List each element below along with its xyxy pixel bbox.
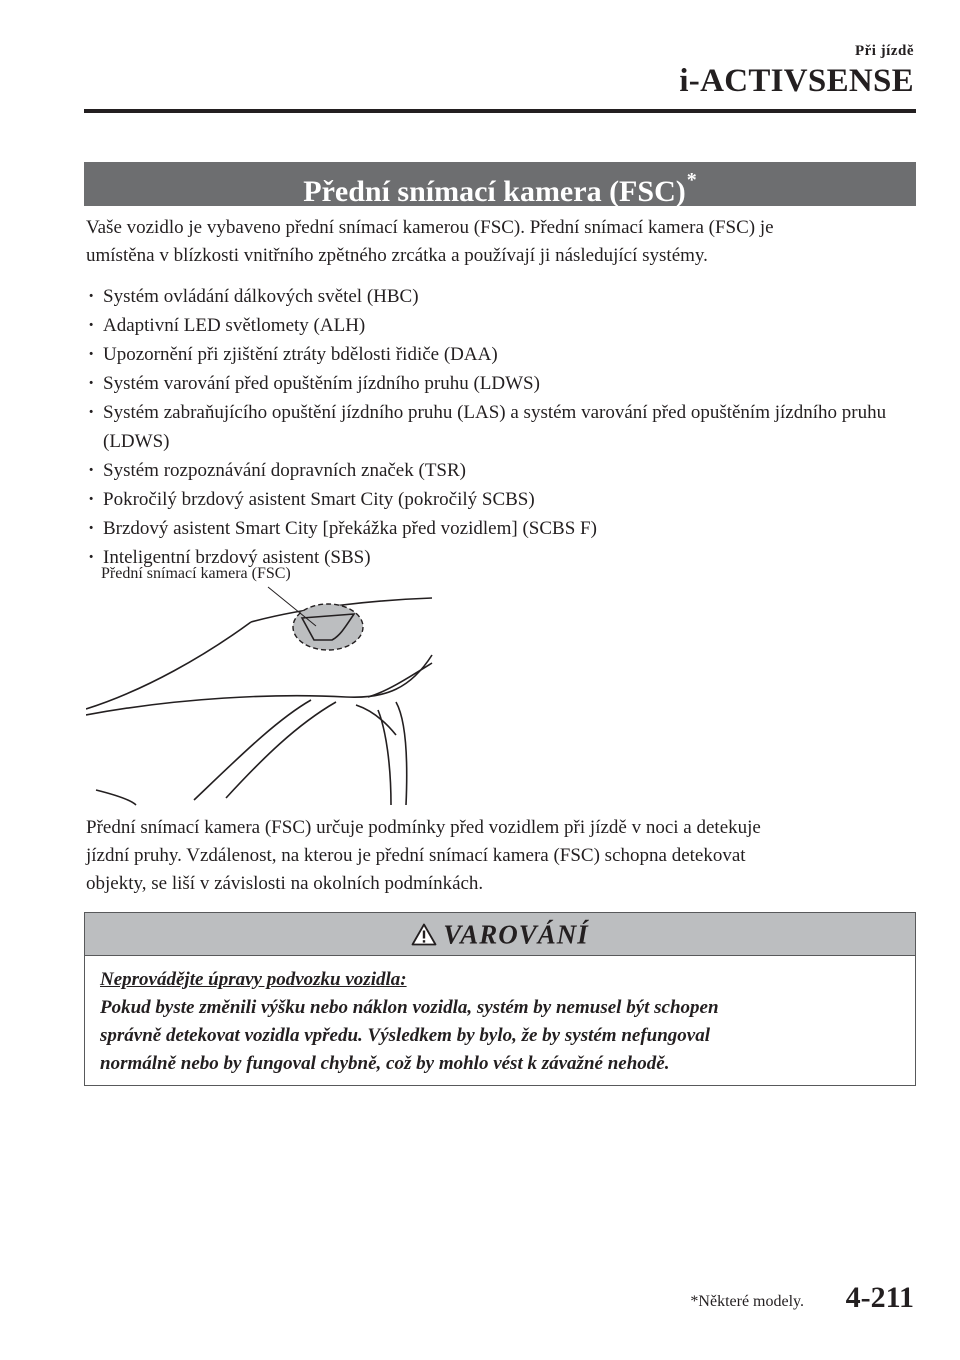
page-title-banner (84, 162, 916, 206)
figure-label: Přední snímací kamera (FSC) (101, 565, 291, 582)
page-title: Přední snímací kamera (FSC) (303, 175, 686, 208)
list-item: · Upozornění při zjištění ztráty bdělosti řidiče (DAA) (86, 340, 916, 369)
list-item: · Systém zabraňujícího opuštění jízdního pruhu (LAS) a systém varování před opuštěním jízdního pruhu (LDWS) (86, 398, 916, 456)
warning-line: normálně nebo by fungoval chybně, což by mohlo vést k závažné nehodě. (100, 1053, 670, 1074)
section-title: i-ACTIVSENSE (679, 63, 914, 99)
description-paragraph (86, 814, 916, 898)
warning-title: VAROVÁNÍ (443, 919, 589, 950)
list-item: · Inteligentní brzdový asistent (SBS) (86, 543, 916, 572)
list-item: · Systém varování před opuštěním jízdního pruhu (LDWS) (86, 369, 916, 398)
camera-marker (293, 604, 363, 650)
warning-header (85, 913, 915, 956)
bottom-edge (96, 790, 136, 805)
description-line: jízdní pruhy. Vzdálenost, na kterou je přední snímací kamera (FSC) schopna detekovat (86, 845, 746, 866)
windshield-camera-illustration (86, 560, 436, 810)
list-item: · Adaptivní LED světlomety (ALH) (86, 311, 916, 340)
warning-box (84, 912, 916, 1086)
a-pillar (368, 663, 432, 697)
callout-leader-line (268, 587, 316, 626)
list-item: · Systém ovládání dálkových světel (HBC) (86, 282, 916, 311)
page-number: 4-211 (845, 1281, 914, 1314)
hood-curve (396, 702, 407, 805)
intro-paragraph (86, 214, 916, 270)
warning-line: správně detekovat vozidla vpředu. Výsledkem by bylo, že by systém nefungoval (100, 1025, 711, 1046)
hood-line-outer (194, 700, 311, 800)
list-item: · Brzdový asistent Smart City [překážka před vozidlem] (SCBS F) (86, 514, 916, 543)
cowl-line (356, 705, 396, 735)
windshield-lower-frame (86, 655, 432, 715)
list-item: · Pokročilý brzdový asistent Smart City (pokročilý SCBS) (86, 485, 916, 514)
warning-body (100, 966, 900, 1078)
list-item: · Systém rozpoznávání dopravních značek (TSR) (86, 456, 916, 485)
systems-list (86, 282, 916, 572)
header-rule (84, 109, 916, 113)
description-line: Přední snímací kamera (FSC) určuje podmínky před vozidlem při jízdě v noci a detekuje (86, 817, 761, 838)
warning-heading: Neprovádějte úpravy podvozku vozidla: (100, 969, 407, 990)
chapter-title: Při jízdě (854, 43, 914, 59)
warning-triangle-icon (411, 923, 437, 946)
windshield-frame-line (86, 622, 251, 709)
intro-line: Vaše vozidlo je vybaveno přední snímací kamerou (FSC). Přední snímací kamera (FSC) je (86, 217, 774, 238)
footnote: *Některé modely. (690, 1293, 804, 1310)
warning-line: Pokud byste změnili výšku nebo náklon vozidla, systém by nemusel být schopen (100, 997, 719, 1018)
intro-line: umístěna v blízkosti vnitřního zpětného zrcátka a používají ji následující systémy. (86, 245, 708, 266)
description-line: objekty, se liší v závislosti na okolních podmínkách. (86, 873, 484, 894)
hood-line-inner (226, 702, 336, 798)
fender-line (378, 710, 391, 805)
optional-equipment-marker: * (686, 169, 697, 191)
